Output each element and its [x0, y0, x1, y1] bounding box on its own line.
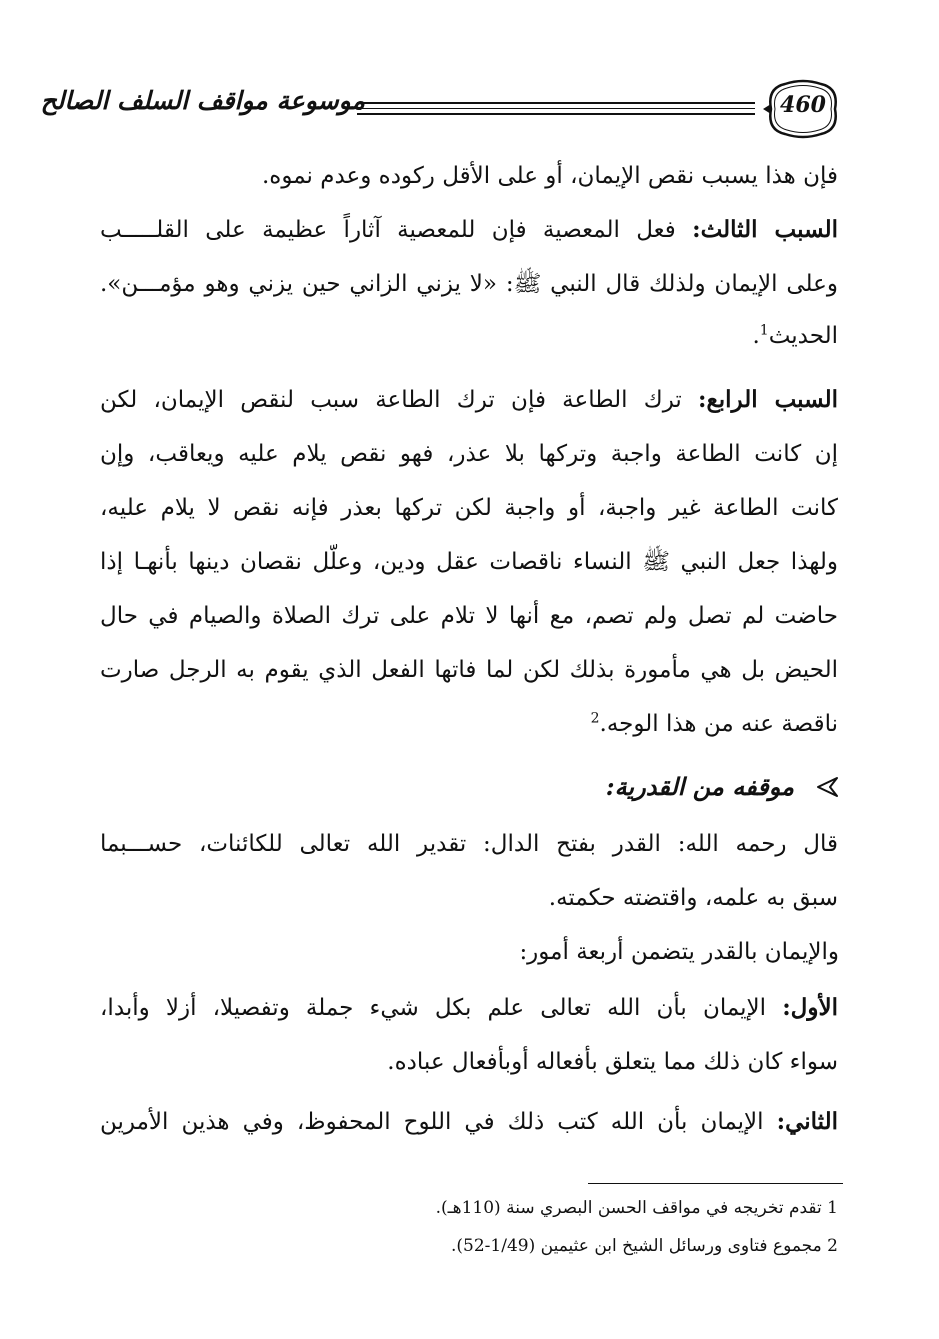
text-line: إن كانت الطاعة واجبة وتركها بلا عذر، فهو نقص يلام عليه ويعاقب، وإن — [100, 441, 838, 467]
text-line — [100, 212, 838, 248]
closing-text: ناقصة عنه من هذا الوجه. — [599, 711, 838, 737]
text-line — [100, 706, 838, 742]
text-line: الحديث$^1$. — [752, 322, 838, 349]
text-line: ولهذا جعل النبي ﷺ النساء ناقصات عقل ودين، وعلّل نقصان دينها بأنهـا إذا — [100, 549, 838, 575]
footnote-number: 1 — [827, 1198, 838, 1218]
footnote — [100, 1198, 838, 1218]
item-text: الإيمان بأن الله كتب ذلك في اللوح المحفوظ، وفي هذين الأمرين — [100, 1109, 764, 1135]
header-rule — [357, 108, 755, 109]
page-number-badge — [763, 78, 843, 140]
reason-text: فعل المعصية فإن للمعصية آثاراً عظيمة على القلـــــب — [100, 217, 676, 243]
footnote-number: 2 — [827, 1236, 838, 1256]
footnote-text: مجموع فتاوى ورسائل الشيخ ابن عثيمين (1/49-52). — [450, 1236, 822, 1256]
item-label: الأول: — [782, 994, 839, 1021]
footnote-ref: 1 — [759, 322, 769, 339]
arrowhead-bullet-icon — [816, 776, 838, 798]
text-line: فإن هذا يسبب نقص الإيمان، أو على الأقل ركوده وعدم نموه. — [261, 163, 838, 189]
footnote-separator — [588, 1183, 843, 1184]
text-line — [100, 1104, 838, 1140]
footnote-ref: 2 — [590, 710, 600, 727]
hadith-word: الحديث — [768, 323, 838, 349]
footnote — [100, 1236, 838, 1256]
text-line: سبق به علمه، واقتضته حكمته. — [548, 885, 838, 911]
reason-label: السبب الرابع: — [698, 386, 839, 413]
text-line: كانت الطاعة غير واجبة، أو واجبة لكن تركها بعذر فإنه نقص لا يلام عليه، — [100, 495, 838, 521]
text-line: سواء كان ذلك مما يتعلق بأفعاله أوبأفعال عباده. — [387, 1049, 838, 1075]
text-line: حاضت لم تصل ولم تصم، مع أنها لا تلام على ترك الصلاة والصيام في حال — [100, 603, 838, 629]
text-line: والإيمان بالقدر يتضمن أربعة أمور: — [519, 939, 839, 965]
section-heading-text: موقفه من القدرية: — [605, 772, 794, 801]
header-rule — [357, 102, 755, 104]
text-line: وعلى الإيمان ولذلك قال النبي ﷺ: «لا يزني الزاني حين يزني وهو مؤمـــن». — [100, 271, 838, 297]
reason-text: ترك الطاعة فإن ترك الطاعة سبب لنقص الإيمان، لكن — [100, 387, 682, 413]
page-number: 460 — [780, 92, 826, 118]
item-text: الإيمان بأن الله تعالى علم بكل شيء جملة وتفصيلا، أزلا وأبدا، — [100, 995, 767, 1021]
text-line — [100, 990, 838, 1026]
reason-label: السبب الثالث: — [692, 216, 838, 243]
book-title: موسوعة مواقف السلف الصالح — [40, 86, 365, 115]
header-rule — [357, 113, 755, 115]
section-heading — [100, 772, 838, 812]
item-label: الثاني: — [776, 1108, 839, 1135]
text-line: قال رحمه الله: القدر بفتح الدال: تقدير الله تعالى للكائنات، حســـبما — [100, 831, 838, 857]
text-line — [100, 382, 838, 418]
footnote-text: تقدم تخريجه في مواقف الحسن البصري سنة (110هـ). — [435, 1198, 822, 1218]
page-header — [40, 78, 843, 140]
text-line: الحيض بل هي مأمورة بذلك لكن لما فاتها الفعل الذي يقوم به الرجل صارت — [100, 657, 838, 683]
